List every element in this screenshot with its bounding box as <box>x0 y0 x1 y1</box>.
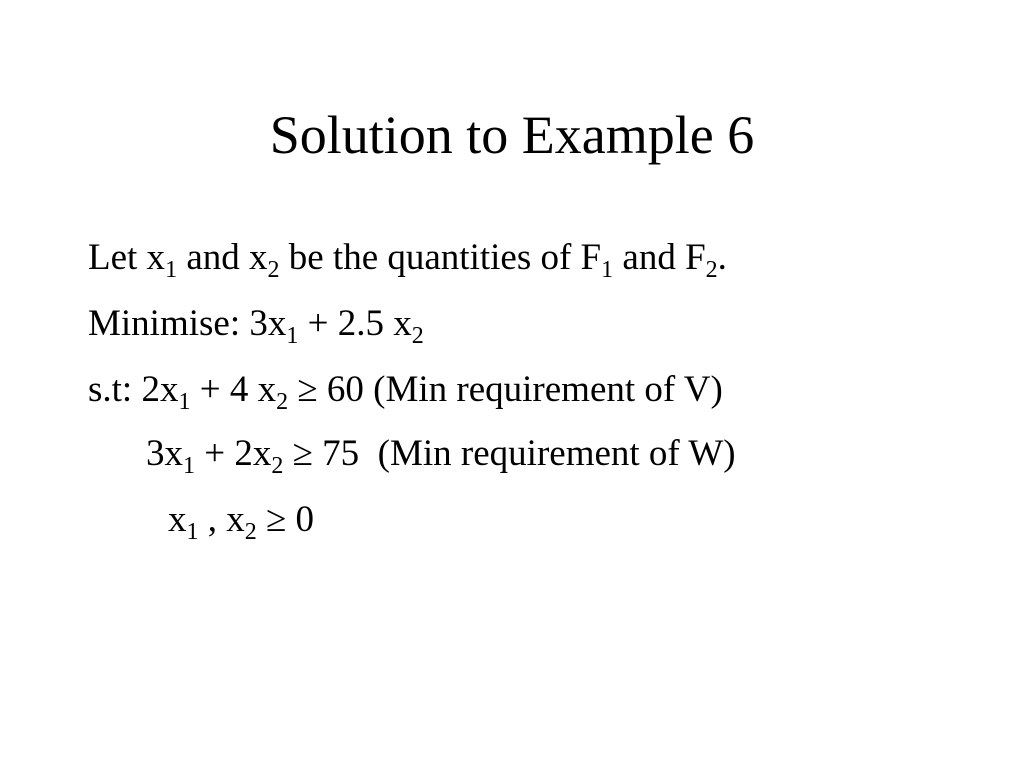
text-run: and F <box>613 237 706 278</box>
statement-line-objective <box>88 302 424 349</box>
text-run: . <box>717 237 727 278</box>
statement-line-nonnegativity <box>168 498 315 545</box>
subscript: 1 <box>186 519 199 545</box>
subscript: 1 <box>183 453 195 479</box>
statement-line-constraint-w <box>146 432 736 479</box>
subscript: 2 <box>267 257 280 283</box>
slide-title: Solution to Example 6 <box>269 105 755 165</box>
subscript: 2 <box>705 257 718 283</box>
text-run: s.t: 2x <box>88 369 179 410</box>
text-run: + 2x <box>195 433 272 474</box>
text-run: Minimise: 3x <box>88 303 287 344</box>
subscript: 1 <box>178 389 191 415</box>
subscript: 2 <box>411 323 424 349</box>
text-run: and x <box>177 237 268 278</box>
subscript: 2 <box>276 389 289 415</box>
text-run: Let x <box>88 237 166 278</box>
text-run: be the quantities of F <box>279 237 602 278</box>
text-run: + 2.5 x <box>298 303 412 344</box>
text-run: 3x <box>146 433 183 474</box>
text-run: x <box>168 499 187 540</box>
subscript: 2 <box>271 453 284 479</box>
subscript: 2 <box>244 519 257 545</box>
subscript: 1 <box>165 257 178 283</box>
text-run: ≥ 60 (Min requirement of V) <box>288 369 723 410</box>
statement-line-variables <box>88 236 727 283</box>
subscript: 1 <box>601 257 614 283</box>
text-run: ≥ 75 (Min requirement of W) <box>283 433 736 474</box>
subscript: 1 <box>286 323 299 349</box>
statement-line-constraint-v <box>88 368 723 415</box>
text-run: + 4 x <box>190 369 277 410</box>
text-run: ≥ 0 <box>256 499 315 540</box>
text-run: , x <box>198 499 245 540</box>
